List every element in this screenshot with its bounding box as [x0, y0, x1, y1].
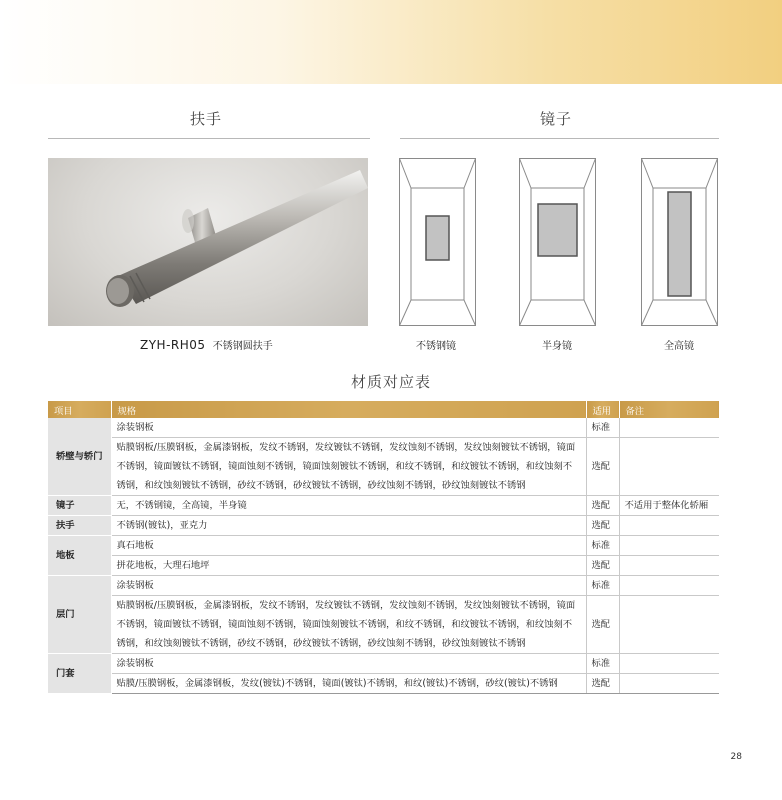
half-body-mirror-diagram: [519, 158, 596, 326]
header-spec: 规格: [111, 401, 586, 418]
category-floor: 地板: [48, 536, 111, 576]
top-gradient-band: [0, 0, 782, 84]
header-note: 备注: [619, 401, 719, 418]
spec-cell: 贴膜钢板/压膜钢板，金属漆钢板，发纹不锈钢，发纹镀钛不锈钢，发纹蚀刻不锈钢，发纹蚀刻镀钛不锈钢，镜面不锈钢，镜面镀钛不锈钢，镜面蚀刻不锈钢，镜面蚀刻镀钛不锈钢，和纹不锈钢，和纹镀钛不锈钢，和纹蚀刻不锈钢，和纹蚀刻镀钛不锈钢，砂纹不锈钢，砂纹镀钛不锈钢，砂纹蚀刻不锈钢，砂纹蚀刻镀钛不锈钢: [111, 596, 586, 654]
spec-cell: 涂装钢板: [111, 654, 586, 674]
category-landing-door: 层门: [48, 576, 111, 654]
use-cell: 标准: [586, 536, 619, 556]
spec-cell: 涂装钢板: [111, 418, 586, 438]
materials-table: [48, 401, 719, 694]
mirror-divider: [400, 138, 719, 139]
note-cell: 不适用于整体化轿厢: [619, 496, 719, 516]
use-cell: 选配: [586, 556, 619, 576]
category-mirror: 镜子: [48, 496, 111, 516]
full-height-mirror-diagram: [641, 158, 718, 326]
spec-cell: 贴膜/压膜钢板，金属漆钢板，发纹(镀钛)不锈钢，镜面(镀钛)不锈钢，和纹(镀钛)不锈钢，砂纹(镀钛)不锈钢: [111, 674, 586, 694]
note-cell: [619, 556, 719, 576]
category-handrail: 扶手: [48, 516, 111, 536]
table-row: [48, 576, 719, 596]
spec-cell: 贴膜钢板/压膜钢板，金属漆钢板，发纹不锈钢，发纹镀钛不锈钢，发纹蚀刻不锈钢，发纹蚀刻镀钛不锈钢，镜面不锈钢，镜面镀钛不锈钢，镜面蚀刻不锈钢，镜面蚀刻镀钛不锈钢，和纹不锈钢，和纹镀钛不锈钢，和纹蚀刻不锈钢，和纹蚀刻镀钛不锈钢，砂纹不锈钢，砂纹镀钛不锈钢，砂纹蚀刻不锈钢，砂纹蚀刻镀钛不锈钢: [111, 438, 586, 496]
table-row: [48, 516, 719, 536]
table-row: [48, 596, 719, 654]
mirror-label-stainless: 不锈钢镜: [416, 341, 456, 352]
table-row: [48, 654, 719, 674]
handrail-bar: [106, 170, 368, 307]
table-row: [48, 536, 719, 556]
table-row: [48, 556, 719, 576]
category-car-wall: 轿壁与轿门: [48, 418, 111, 496]
table-row: [48, 496, 719, 516]
spec-cell: 无，不锈钢镜，全高镜，半身镜: [111, 496, 586, 516]
table-row: [48, 438, 719, 496]
header-item: 项目: [48, 401, 111, 418]
table-row: [48, 674, 719, 694]
use-cell: 标准: [586, 576, 619, 596]
use-cell: 选配: [586, 596, 619, 654]
use-cell: 选配: [586, 438, 619, 496]
spec-cell: 真石地板: [111, 536, 586, 556]
note-cell: [619, 516, 719, 536]
handrail-divider: [48, 138, 370, 139]
handrail-photo: [48, 158, 368, 326]
spec-cell: 涂装钢板: [111, 576, 586, 596]
mirror-label-half-body: 半身镜: [542, 341, 572, 352]
note-cell: [619, 418, 719, 438]
use-cell: 选配: [586, 496, 619, 516]
mirror-section-title: 镜子: [540, 110, 573, 128]
stainless-mirror-diagram: [399, 158, 476, 326]
page-number: 28: [730, 752, 742, 762]
note-cell: [619, 654, 719, 674]
handrail-description: 不锈钢圆扶手: [212, 341, 273, 352]
note-cell: [619, 596, 719, 654]
materials-table-title: 材质对应表: [350, 373, 431, 391]
header-use: 适用: [586, 401, 619, 418]
use-cell: 选配: [586, 516, 619, 536]
mirror-label-full-height: 全高镜: [664, 341, 694, 352]
table-header-row: [48, 401, 719, 418]
table-row: [48, 418, 719, 438]
category-door-frame: 门套: [48, 654, 111, 694]
handrail-model-code: ZYH-RH05: [140, 338, 206, 352]
handrail-caption: [140, 337, 273, 352]
note-cell: [619, 438, 719, 496]
use-cell: 标准: [586, 418, 619, 438]
spec-cell: 拼花地板，大理石地坪: [111, 556, 586, 576]
handrail-section-title: 扶手: [190, 110, 223, 128]
note-cell: [619, 576, 719, 596]
use-cell: 标准: [586, 654, 619, 674]
note-cell: [619, 674, 719, 694]
note-cell: [619, 536, 719, 556]
spec-cell: 不锈钢(镀钛)，亚克力: [111, 516, 586, 536]
use-cell: 选配: [586, 674, 619, 694]
